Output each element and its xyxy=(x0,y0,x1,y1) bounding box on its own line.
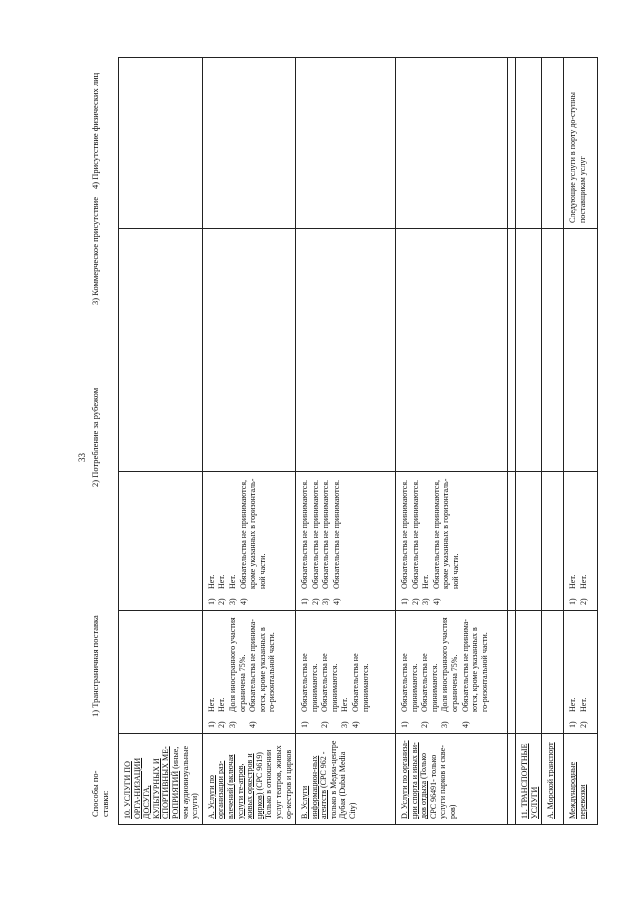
sector-cell xyxy=(296,734,396,825)
blank-cell xyxy=(202,58,295,229)
blank-cell xyxy=(119,611,203,734)
blank-cell xyxy=(564,229,598,472)
sector-cell xyxy=(564,734,598,825)
header-modes-label: Способы по-ставки: xyxy=(90,770,110,817)
sector-cell xyxy=(516,734,542,825)
sector-note: (иные, чем аудиовизуальные услуги) xyxy=(170,745,200,819)
blank-cell xyxy=(396,58,508,229)
mode2-restrictions: 1) Нет. 2) Нет. xyxy=(564,472,598,611)
mode1-restrictions: 1) Обязательства не принимаются. 2) Обязательства не принимаются. 3) Доля иностранного участия ограничена 75%. 4) Обязательства не принима-ются, кроме указанных в го-ризонтальной части. xyxy=(396,611,508,734)
sector-title: А. Услуги по организации раз-влечений (включая услуги те-атров, живых оркестров и цирков) xyxy=(206,753,264,819)
sector-title: А. Морской транспорт xyxy=(546,742,556,819)
sector-title: D. Услуги по организа-ции спорта и иных ви-дов отдыха xyxy=(400,740,429,819)
sector-title: В. Услуги информацион-ных агентств xyxy=(300,755,329,819)
table-row xyxy=(396,58,508,825)
sector-cell xyxy=(396,734,508,825)
page-number: 33 xyxy=(77,453,87,462)
blank-cell xyxy=(296,58,396,229)
blank-cell xyxy=(296,229,396,472)
sector-cell xyxy=(542,734,564,825)
blank-cell xyxy=(119,58,203,229)
table-row xyxy=(564,58,598,825)
sector-note: (CPC 9619) Только в отношении услуг театров, живых ор-кестров и цирков xyxy=(254,745,293,819)
header-mode-1: 1) Трансграничная поставка xyxy=(90,615,100,717)
blank-cell xyxy=(202,229,295,472)
mode2-restrictions: 1) Обязательства не принимаются. 2) Обязательства не принимаются. 3) Нет. 4) Обязательства не принимаются, кроме указанных в горизонталь-ной части. xyxy=(396,472,508,611)
header-mode-3: 3) Коммерческое присутствие xyxy=(90,197,100,305)
blank-cell xyxy=(396,229,508,472)
commitments-table xyxy=(118,57,598,825)
presence-note: Следующие услуги в порту до-ступны поставщикам услуг xyxy=(564,58,598,229)
blank-cell xyxy=(119,472,203,611)
mode1-restrictions: 1) Нет. 2) Нет. 3) Доля иностранного участия ограничена 75%. 4) Обязательства не принима-ются, кроме указанных в го-ризонтальной части. xyxy=(202,611,295,734)
spacer-row xyxy=(508,58,516,825)
table-row xyxy=(119,58,203,825)
mode1-restrictions: 1) Обязательства не принимаются. 2) Обязательства не принимаются. 3) Нет. 4) Обязательства не принимаются. xyxy=(296,611,396,734)
table-row xyxy=(516,58,542,825)
table-row xyxy=(542,58,564,825)
sector-title: 10. УСЛУГИ ПО ОРГА-НИЗАЦИИ ДОСУГА, КУЛЬТУРНЫХ И СПОРТИВНЫХ МЕ-РОПРИЯТИЙ xyxy=(123,746,180,819)
header-mode-4: 4) Присутствие физических лиц xyxy=(90,72,100,189)
table-row xyxy=(296,58,396,825)
table-row xyxy=(202,58,295,825)
blank-cell xyxy=(119,229,203,472)
sector-note: (Только CPC 96491- только услуги парков и скве-ров) xyxy=(419,745,458,819)
mode2-restrictions: 1) Обязательства не принимаются. 2) Обязательства не принимаются. 3) Обязательства не принимаются. 4) Обязательства не принимаются. xyxy=(296,472,396,611)
sector-cell xyxy=(119,734,203,825)
sector-cell xyxy=(202,734,295,825)
header-mode-2: 2) Потребление за рубежом xyxy=(90,387,100,487)
sector-title: Международные перевозки xyxy=(568,761,587,819)
sector-note: (CPC 962 - только в Медиа-центре Дубая (Dubai Media City) xyxy=(319,740,358,819)
sector-title: 11. ТРАНСПОРТНЫЕ УСЛУГИ xyxy=(520,743,539,819)
mode1-restrictions: 1) Нет. 2) Нет. xyxy=(564,611,598,734)
mode2-restrictions: 1) Нет. 2) Нет. 3) Нет. 4) Обязательства не принимаются, кроме указанных в горизонталь-ной части. xyxy=(202,472,295,611)
